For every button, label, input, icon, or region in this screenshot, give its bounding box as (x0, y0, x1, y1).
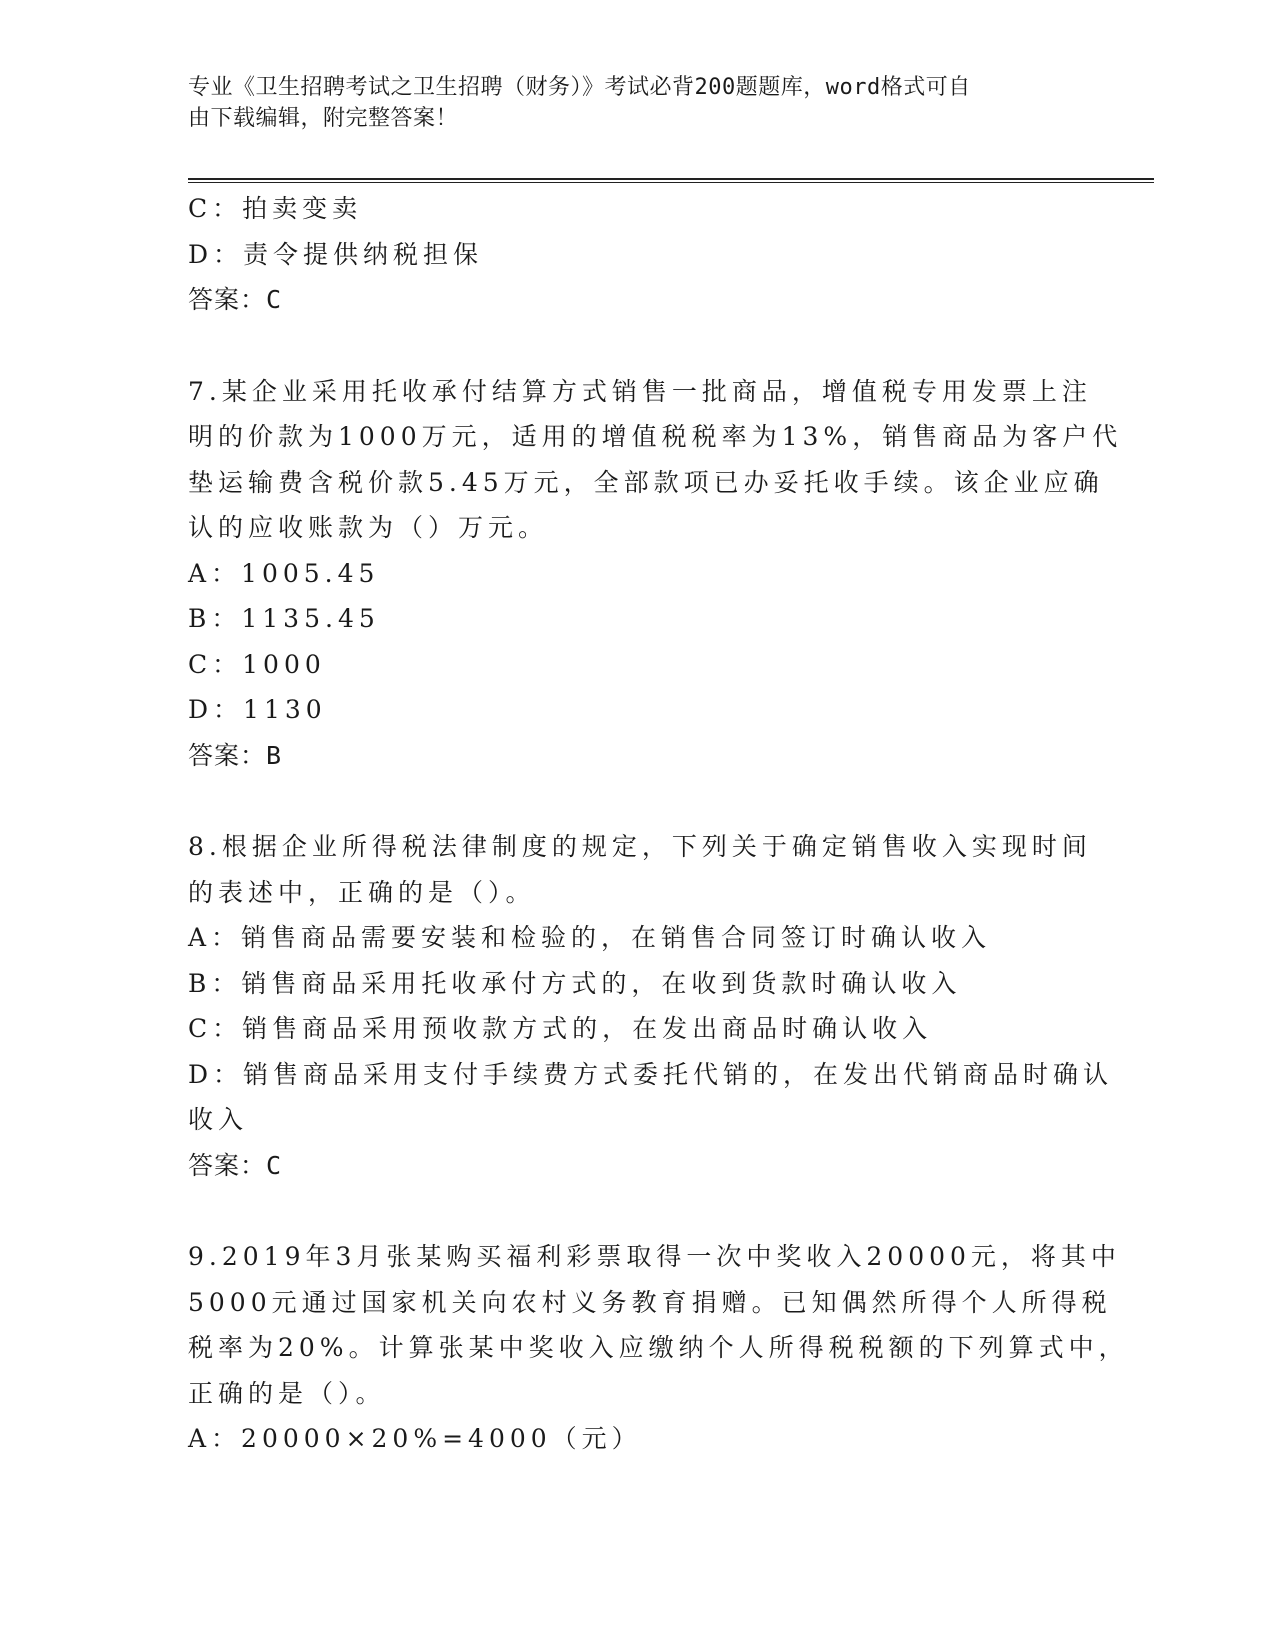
prev-question (188, 186, 1088, 323)
spacer (188, 778, 1088, 824)
answer-line: 答案：C (188, 285, 283, 314)
option-b: B：销售商品采用托收承付方式的，在收到货款时确认收入 (188, 968, 962, 998)
question-stem-line: 明的价款为1000万元，适用的增值税税率为13%，销售商品为客户代 (188, 422, 1123, 451)
question-stem-line: 税率为20%。计算张某中奖收入应缴纳个人所得税税额的下列算式中， (188, 1333, 1129, 1362)
question-stem-line: 正确的是（）。 (188, 1378, 386, 1408)
question-stem-line: 的表述中，正确的是（）。 (188, 877, 536, 907)
answer-line: 答案：C (188, 1150, 283, 1180)
question-stem-line: 9.2019年3月张某购买福利彩票取得一次中奖收入20000元，将其中 (188, 1242, 1121, 1271)
option-a: A：销售商品需要安装和检验的，在销售合同签订时确认收入 (188, 923, 992, 952)
option-c: C：销售商品采用预收款方式的，在发出商品时确认收入 (188, 1014, 933, 1043)
question-9 (188, 1234, 1129, 1462)
header-divider-thin (188, 182, 1154, 183)
option-d-continued: 收入 (188, 1105, 249, 1134)
option-c: C：1000 (188, 649, 326, 679)
header-divider-thick (188, 178, 1154, 180)
option-d: D：销售商品采用支付手续费方式委托代销的，在发出代销商品时确认 (188, 1059, 1114, 1089)
question-8 (188, 824, 1114, 1188)
option-d: D：1130 (188, 695, 327, 724)
spacer (188, 323, 1088, 369)
question-7 (188, 369, 1123, 779)
document-header (188, 72, 1068, 134)
question-stem-line: 垫运输费含税价款5.45万元，全部款项已办妥托收手续。该企业应确 (188, 467, 1104, 497)
header-line-2: 由下载编辑，附完整答案！ (188, 106, 459, 131)
question-stem-line: 7.某企业采用托收承付结算方式销售一批商品，增值税专用发票上注 (188, 376, 1092, 406)
header-line-1: 专业《卫生招聘考试之卫生招聘（财务）》考试必背200题题库，word格式可自 (188, 75, 971, 100)
option-a: A：1005.45 (188, 558, 380, 588)
spacer (188, 1188, 1088, 1234)
question-content (188, 186, 1129, 1462)
question-stem-line: 认的应收账款为（）万元。 (188, 513, 549, 542)
question-stem-line: 5000元通过国家机关向农村义务教育捐赠。已知偶然所得个人所得税 (188, 1287, 1112, 1317)
option-b: B：1135.45 (188, 604, 380, 633)
answer-line: 答案：B (188, 740, 283, 770)
option-d: D：责令提供纳税担保 (188, 239, 484, 269)
question-stem-line: 8.根据企业所得税法律制度的规定，下列关于确定销售收入实现时间 (188, 832, 1092, 861)
option-a: A：20000×20%=4000（元） (188, 1424, 642, 1453)
option-c: C：拍卖变卖 (188, 194, 363, 223)
